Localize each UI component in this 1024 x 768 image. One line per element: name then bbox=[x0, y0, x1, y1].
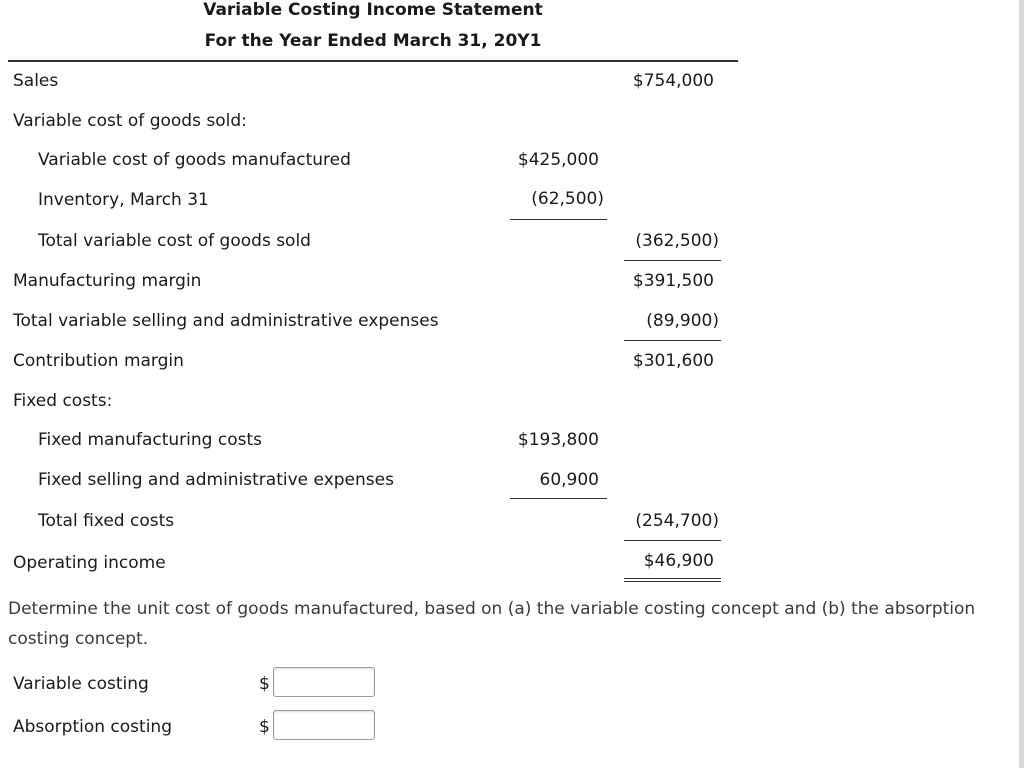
total-rule bbox=[624, 260, 721, 261]
sales-label: Sales bbox=[13, 71, 59, 91]
inventory-amount: (62,500) bbox=[531, 189, 604, 209]
scrollbar-track[interactable] bbox=[1019, 0, 1024, 768]
vcogm-label: Variable cost of goods manufactured bbox=[38, 150, 351, 170]
contribution-amount: $301,600 bbox=[632, 351, 714, 371]
fixed-sga-amount: 60,900 bbox=[539, 470, 599, 490]
variable-costing-input[interactable] bbox=[273, 667, 375, 697]
statement-title: Variable Costing Income Statement bbox=[203, 0, 543, 20]
statement-subtitle: For the Year Ended March 31, 20Y1 bbox=[204, 31, 542, 51]
header-divider bbox=[8, 60, 738, 62]
inventory-label: Inventory, March 31 bbox=[38, 190, 209, 210]
operating-income-label: Operating income bbox=[13, 553, 166, 573]
contribution-label: Contribution margin bbox=[13, 351, 184, 371]
mfg-margin-amount: $391,500 bbox=[632, 271, 714, 291]
subtotal-rule bbox=[510, 219, 607, 220]
absorption-costing-input[interactable] bbox=[273, 710, 375, 740]
vcogs-header: Variable cost of goods sold: bbox=[13, 111, 247, 131]
fixed-costs-header: Fixed costs: bbox=[13, 391, 113, 411]
operating-income-amount: $46,900 bbox=[643, 551, 714, 571]
fixed-mfg-label: Fixed manufacturing costs bbox=[38, 430, 262, 450]
total-fixed-rule bbox=[624, 540, 721, 541]
total-fixed-amount: (254,700) bbox=[635, 511, 719, 531]
total-vcogs-label: Total variable cost of goods sold bbox=[38, 231, 311, 251]
absorption-costing-label: Absorption costing bbox=[13, 717, 172, 737]
total-fixed-label: Total fixed costs bbox=[38, 511, 175, 531]
dollar-sign: $ bbox=[259, 717, 270, 737]
sga-amount: (89,900) bbox=[646, 311, 719, 331]
fixed-subtotal-rule bbox=[510, 498, 607, 499]
sga-label: Total variable selling and administrative expenses bbox=[13, 311, 439, 331]
sga-rule bbox=[624, 340, 721, 341]
variable-costing-label: Variable costing bbox=[13, 674, 149, 694]
fixed-sga-label: Fixed selling and administrative expenses bbox=[38, 470, 394, 490]
total-vcogs-amount: (362,500) bbox=[635, 231, 719, 251]
mfg-margin-label: Manufacturing margin bbox=[13, 271, 202, 291]
fixed-mfg-amount: $193,800 bbox=[517, 430, 599, 450]
double-underline bbox=[624, 578, 721, 582]
dollar-sign: $ bbox=[259, 674, 270, 694]
question-text: Determine the unit cost of goods manufactured, based on (a) the variable costing concept and (b) the absorption costing concept. bbox=[8, 599, 976, 649]
sales-amount: $754,000 bbox=[632, 71, 714, 91]
vcogm-amount: $425,000 bbox=[517, 150, 599, 170]
